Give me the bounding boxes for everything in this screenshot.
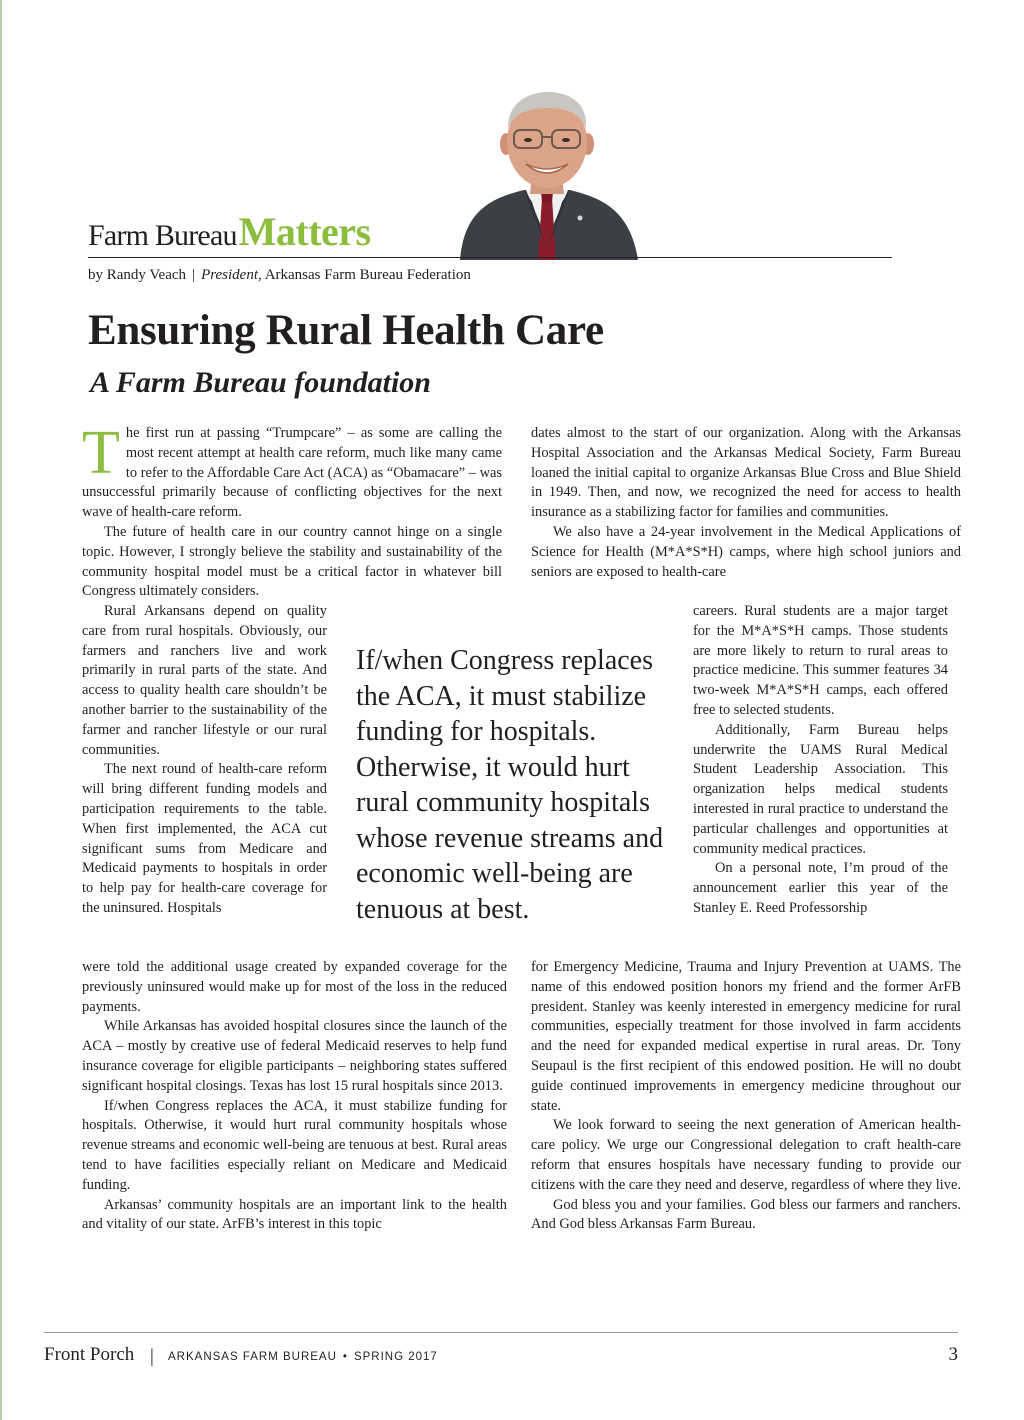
article-subtitle: A Farm Bureau foundation <box>90 366 431 399</box>
footer-org: ARKANSAS FARM BUREAU <box>168 1351 337 1363</box>
column-masthead <box>88 208 371 255</box>
byline-organization: Arkansas Farm Bureau Federation <box>264 267 471 283</box>
footer-bullet: • <box>342 1351 348 1363</box>
paragraph-4-continued: were told the additional usage created by expanded coverage for the previously uninsured would make up for most of the loss in the reduced payments. <box>82 959 507 1015</box>
drop-cap: T <box>82 419 120 487</box>
paragraph-6: If/when Congress replaces the ACA, it must stabilize funding for hospitals. Otherwise, it would hurt rural community hospitals whose revenue streams and economic well-being are tenuous at best. Rural areas tend to have facilities especially reliant on Medicare and Medicaid funding. <box>82 1097 507 1193</box>
masthead-matters: Matters <box>238 209 371 254</box>
author-portrait <box>452 90 642 260</box>
byline-separator: | <box>192 267 196 283</box>
right-column-top <box>531 424 961 582</box>
left-column-narrow <box>82 602 327 919</box>
paragraph-1 <box>82 419 502 523</box>
byline-role: President, <box>201 267 262 283</box>
paragraph-1-text: he first run at passing “Trumpcare” – as some are calling the most recent attempt at health care reform, much like many came to refer to the Affordable Care Act (ACA) as “Obamacare” – was unsuccessful primarily because of conflicting objectives for the next wave of health-care reform. <box>82 425 502 521</box>
paragraph-2: The future of health care in our country cannot hinge on a single topic. However, I strongly believe the stability and sustainability of the community hospital model must be a critical factor in whatever bill Congress ultimately considers. <box>82 523 502 600</box>
paragraph-4: The next round of health-care reform will bring different funding models and participation requirements to the table. When first implemented, the ACA cut significant sums from Medicare and Medicaid payments to hospitals in order to help pay for health-care coverage for the uninsured. Hospitals <box>82 761 327 916</box>
paragraph-7-continued: dates almost to the start of our organization. Along with the Arkansas Hospital Association and the Arkansas Medical Society, Farm Bureau loaned the initial capital to organize Arkansas Blue Cross and Blue Shield in 1949. Then, and now, we recognized the need for access to health insurance as a stabilizing factor for families and communities. <box>531 425 961 521</box>
footer-publication <box>168 1351 438 1363</box>
paragraph-12: God bless you and your families. God bless our farmers and ranchers. And God bless Arkansas Farm Bureau. <box>531 1196 961 1233</box>
article-title: Ensuring Rural Health Care <box>88 307 604 354</box>
left-column-top <box>82 419 502 602</box>
byline <box>88 267 471 284</box>
pull-quote: If/when Congress replaces the ACA, it must stabilize funding for hospitals. Otherwise, it would hurt rural community hospitals whose revenue streams and economic well-being are tenuous at best. <box>356 645 664 925</box>
footer-issue: SPRING 2017 <box>353 1351 438 1363</box>
header-rule <box>88 257 892 258</box>
paragraph-10: On a personal note, I’m proud of the announcement earlier this year of the Stanley E. Reed Professorship <box>693 860 948 916</box>
paragraph-5: While Arkansas has avoided hospital closures since the launch of the ACA – mostly by creative use of federal Medicaid reserves to help fund insurance coverage for eligible participants – neighboring states suffered significant hospital closings. Texas has lost 15 rural hospitals since 2013. <box>82 1018 507 1094</box>
page-edge <box>0 0 2 1420</box>
paragraph-11: We look forward to seeing the next generation of American health-care policy. We urge our Congressional delegation to craft health-care reform that ensures hospitals have necessary funding to provide our citizens with the care they need and deserve, regardless of where they live. <box>531 1117 961 1193</box>
right-column-bottom <box>531 958 961 1235</box>
paragraph-8-continued: careers. Rural students are a major target for the M*A*S*H camps. Those students are more likely to return to rural areas to practice medicine. This summer features 34 two-week M*A*S*H camps, each offered free to selected students. <box>693 603 948 718</box>
footer-rule <box>44 1332 958 1333</box>
masthead-farm-bureau: Farm Bureau <box>88 219 237 252</box>
footer-magazine-name: Front Porch <box>44 1344 135 1365</box>
paragraph-10-continued: for Emergency Medicine, Trauma and Injury Prevention at UAMS. The name of this endowed position honors my friend and the former ArFB president. Stanley was keenly interested in emergency medicine for rural communities, especially treatment for those involved in farm accidents and the need for expanded medical expertise in rural areas. Dr. Tony Seupaul is the first recipient of this endowed position. He will no doubt guide continued improvements in emergency medicine throughout our state. <box>531 959 961 1114</box>
paragraph-7: Arkansas’ community hospitals are an important link to the health and vitality of our state. ArFB’s interest in this topic <box>82 1196 507 1233</box>
footer-separator: | <box>150 1346 154 1367</box>
page-footer <box>44 1344 958 1372</box>
paragraph-9: Additionally, Farm Bureau helps underwrite the UAMS Rural Medical Student Leadership Association. This organization helps medical students interested in rural practice to understand the particular challenges and opportunities at community medical practices. <box>693 721 948 857</box>
page-number: 3 <box>948 1344 958 1365</box>
paragraph-3: Rural Arkansans depend on quality care from rural hospitals. Obviously, our farmers and ranchers live and work primarily in rural parts of the state. And access to quality health care shouldn’t be another barrier to the sustainability of the farmer and rancher lifestyle or our rural communities. <box>82 603 327 758</box>
byline-author: by Randy Veach <box>88 267 187 283</box>
left-column-bottom <box>82 958 507 1235</box>
right-column-narrow <box>693 602 948 919</box>
paragraph-8: We also have a 24-year involvement in the Medical Applications of Science for Health (M*A*S*H) camps, where high school juniors and seniors are exposed to health-care <box>531 523 961 580</box>
